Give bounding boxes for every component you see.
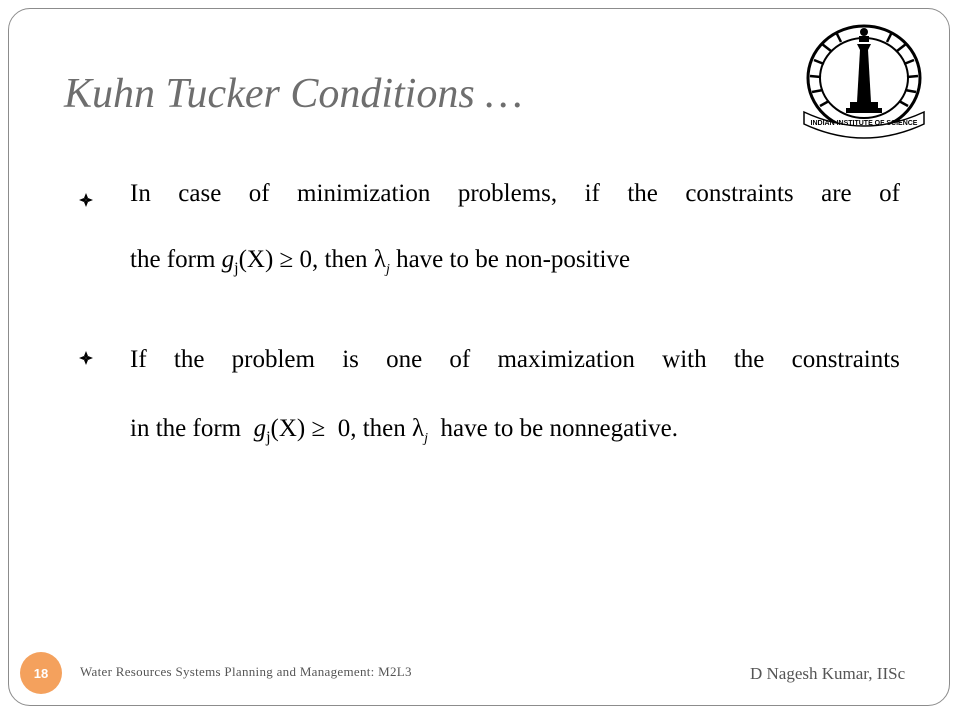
bullet-2-line-2: in the form $g_j(X) \ge 0$, then $\lambda_j$ have to be nonnegative.: [130, 415, 678, 446]
page-number-badge: 18: [20, 652, 62, 694]
logo-motto: [806, 120, 922, 127]
logo-tower: [846, 28, 882, 113]
bullet-2: [130, 346, 900, 446]
logo-text-bottom: SCIENCE: [886, 120, 918, 127]
bullet-1: [130, 180, 900, 277]
logo-text-top: INDIAN INSTITUTE OF: [810, 120, 885, 127]
bullet-2-line-1: If the problem is one of maximization with the constraints: [130, 346, 900, 373]
slide-title: Kuhn Tucker Conditions …: [64, 71, 523, 117]
bullet-1-line-2: the form $g_j(X) \ge 0$, then $\lambda_j$ have to be non-positive: [130, 246, 631, 277]
diamond-bullet-icon: [78, 350, 94, 366]
diamond-bullet-icon: [78, 192, 94, 208]
course-footer: Water Resources Systems Planning and Management: M2L3: [80, 664, 412, 679]
bullet-1-line-1: In case of minimization problems, if the constraints are of: [130, 180, 900, 207]
author-footer: D Nagesh Kumar, IISc: [750, 664, 906, 683]
